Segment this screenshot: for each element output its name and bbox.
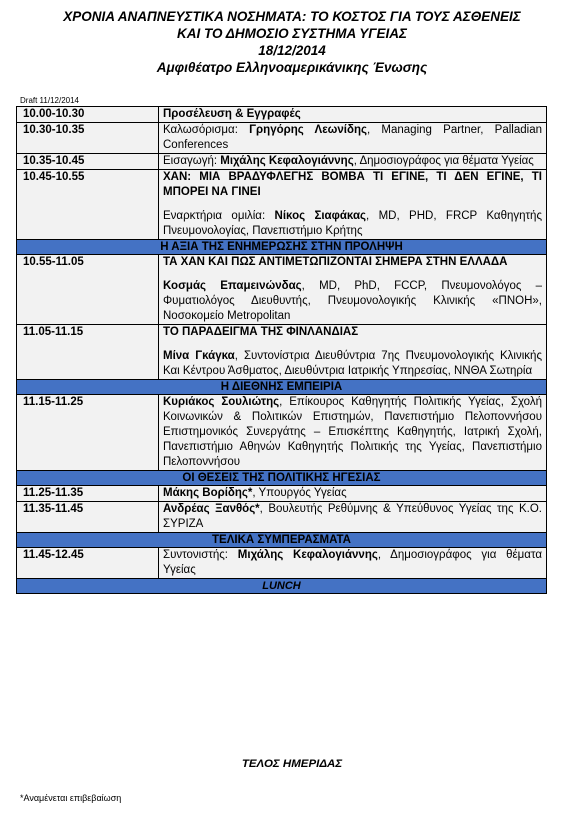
description-cell	[159, 325, 547, 380]
description-cell	[159, 486, 547, 502]
time-cell: 10.45-10.55	[17, 170, 159, 240]
time-cell: 10.00-10.30	[17, 107, 159, 123]
speaker-details: , Managing Partner, Palladian Conferences	[163, 124, 542, 151]
event-venue: Αμφιθέατρο Ελληνοαμερικάνικης Ένωσης	[156, 60, 428, 75]
section-header-row	[17, 533, 547, 548]
session-title: Προσέλευση & Εγγραφές	[163, 108, 301, 120]
speaker-name: Νίκος Σιαφάκας	[274, 210, 367, 222]
programme-table	[16, 106, 547, 594]
speaker-details: , Δημοσιογράφος για θέματα Υγείας	[353, 155, 534, 167]
description-cell	[159, 154, 547, 170]
lunch-label: LUNCH	[17, 579, 547, 594]
table-row	[17, 395, 547, 471]
time-cell: 11.05-11.15	[17, 325, 159, 380]
time-cell: 11.35-11.45	[17, 502, 159, 533]
speaker-details: , Συντονίστρια Διευθύντρια 7ης Πνευμονολογικής Κλινικής Και Κέντρου Άσθματος, Διευθύντρια Ιατρικής Υπηρεσίας, ΝΝΘΑ Σωτηρία	[163, 350, 542, 377]
title-line-2: ΚΑΙ ΤΟ ΔΗΜΟΣΙΟ ΣΥΣΤΗΜΑ ΥΓΕΙΑΣ	[177, 26, 407, 41]
role-label: Εναρκτήρια ομιλία:	[163, 210, 266, 222]
section-title: Η ΑΞΙΑ ΤΗΣ ΕΝΗΜΕΡΩΣΗΣ ΣΤΗΝ ΠΡΟΛΗΨΗ	[17, 240, 547, 255]
title-line-1: ΧΡΟΝΙΑ ΑΝΑΠΝΕΥΣΤΙΚΑ ΝΟΣΗΜΑΤΑ: ΤΟ ΚΟΣΤΟΣ ΓΙΑ ΤΟΥΣ ΑΣΘΕΝΕΙΣ	[63, 9, 521, 24]
session-title: ΤΑ ΧΑΝ ΚΑΙ ΠΩΣ ΑΝΤΙΜΕΤΩΠΙΖΟΝΤΑΙ ΣΗΜΕΡΑ ΣΤΗΝ ΕΛΛΑΔΑ	[163, 256, 508, 268]
time-cell: 11.15-11.25	[17, 395, 159, 471]
speaker-name: Γρηγόρης Λεωνίδης	[249, 124, 367, 136]
section-title: ΤΕΛΙΚΑ ΣΥΜΠΕΡΑΣΜΑΤΑ	[17, 533, 547, 548]
speaker-name: Μίνα Γκάγκα	[163, 350, 235, 362]
time-cell: 10.35-10.45	[17, 154, 159, 170]
table-row	[17, 107, 547, 123]
table-row	[17, 548, 547, 579]
table-row	[17, 486, 547, 502]
footnote: *Αναμένεται επιβεβαίωση	[20, 793, 122, 803]
table-row	[17, 170, 547, 240]
speaker-name: Μιχάλης Κεφαλογιάννης	[237, 549, 378, 561]
speaker-details: , MD, PHD, FRCP Καθηγητής Πνευμονολογίας, Πανεπιστήμιο Κρήτης	[163, 210, 542, 237]
table-row	[17, 123, 547, 154]
description-cell	[159, 255, 547, 325]
description-cell	[159, 395, 547, 471]
speaker-details: , Υπουργός Υγείας	[252, 487, 347, 499]
session-title: ΧΑΝ: ΜΙΑ ΒΡΑΔΥΦΛΕΓΗΣ ΒΟΜΒΑ ΤΙ ΕΓΙΝΕ, ΤΙ ΔΕΝ ΕΓΙΝΕ, ΤΙ ΜΠΟΡΕΙ ΝΑ ΓΙΝΕΙ	[163, 171, 542, 198]
section-header-row	[17, 471, 547, 486]
closing-label: ΤΕΛΟΣ ΗΜΕΡΙΔΑΣ	[241, 758, 343, 770]
time-cell: 10.30-10.35	[17, 123, 159, 154]
speaker-name: Ανδρέας Ξανθός*	[163, 503, 260, 515]
time-cell: 11.25-11.35	[17, 486, 159, 502]
role-label: Συντονιστής:	[163, 549, 229, 561]
speaker-details: , Δημοσιογράφος για θέματα Υγείας	[163, 549, 542, 576]
description-cell	[159, 170, 547, 240]
section-title: ΟΙ ΘΕΣΕΙΣ ΤΗΣ ΠΟΛΙΤΙΚΗΣ ΗΓΕΣΙΑΣ	[17, 471, 547, 486]
speaker-details: , Επίκουρος Καθηγητής Πολιτικής Υγείας, Σχολή Κοινωνικών & Πολιτικών Επιστημών, Πανεπιστήμιο Πελοποννήσου Επιστημονικός Συνεργάτης – Επισκέπτης Καθηγητής, Ιατρική Σχολή, Πανεπιστήμιο Αθηνών Καθηγητής Πολιτικής της Υγείας, Πανεπιστήμιο Πελοποννήσου	[163, 396, 542, 468]
table-row	[17, 325, 547, 380]
section-title: Η ΔΙΕΘΝΗΣ ΕΜΠΕΙΡΙΑ	[17, 380, 547, 395]
speaker-details: , MD, PhD, FCCP, Πνευμονολόγος – Φυματιολόγος Διευθυντής, Πνευμονολογικής Κλινικής «ΠΝΟΗ», Νοσοκομείο Metropolitan	[163, 280, 542, 322]
table-row	[17, 502, 547, 533]
description-cell	[159, 548, 547, 579]
section-header-row	[17, 240, 547, 255]
table-row	[17, 154, 547, 170]
description-cell	[159, 107, 547, 123]
time-cell: 10.55-11.05	[17, 255, 159, 325]
draft-label: Draft 11/12/2014	[20, 96, 80, 105]
speaker-details: , Βουλευτής Ρεθύμνης & Υπεύθυνος Υγείας της Κ.Ο. ΣΥΡΙΖΑ	[163, 503, 542, 530]
description-cell	[159, 123, 547, 154]
document-header	[0, 8, 584, 76]
description-cell	[159, 502, 547, 533]
role-label: Καλωσόρισμα:	[163, 124, 238, 136]
event-date: 18/12/2014	[258, 43, 326, 58]
speaker-name: Μάκης Βορίδης*	[163, 487, 253, 499]
table-row	[17, 255, 547, 325]
speaker-name: Κοσμάς Επαμεινώνδας	[163, 280, 302, 292]
role-label: Εισαγωγή:	[163, 155, 218, 167]
section-header-row	[17, 380, 547, 395]
speaker-name: Κυριάκος Σουλιώτης	[163, 396, 280, 408]
session-title: ΤΟ ΠΑΡΑΔΕΙΓΜΑ ΤΗΣ ΦΙΝΛΑΝΔΙΑΣ	[163, 326, 359, 338]
time-cell: 11.45-12.45	[17, 548, 159, 579]
speaker-name: Μιχάλης Κεφαλογιάννης	[220, 155, 354, 167]
lunch-row	[17, 579, 547, 594]
